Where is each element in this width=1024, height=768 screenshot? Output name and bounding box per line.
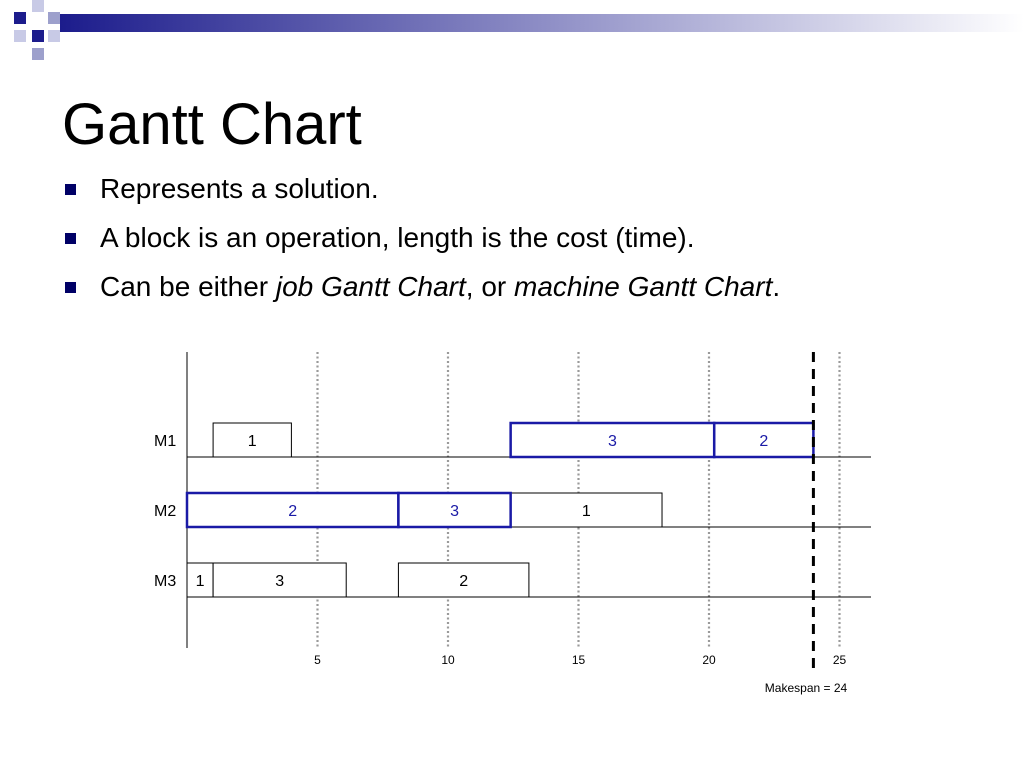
- bullet-text-italic: machine Gantt Chart: [514, 271, 773, 302]
- slide-title: Gantt Chart: [62, 92, 362, 157]
- operation-label: 2: [459, 573, 469, 590]
- operation-label: 3: [450, 503, 459, 520]
- operation-label: 1: [195, 573, 205, 590]
- x-tick-label: 25: [832, 653, 847, 667]
- operation-label: 1: [247, 433, 257, 450]
- makespan-label: Makespan = 24: [764, 681, 848, 695]
- bullet-text: Represents a solution.: [100, 173, 379, 204]
- bullet-text-italic: job Gantt Chart: [275, 271, 466, 302]
- machine-label: M2: [154, 503, 177, 520]
- machine-label: M3: [154, 573, 177, 590]
- operation-label: 1: [581, 503, 591, 520]
- x-tick-label: 15: [571, 653, 586, 667]
- operation-label: 2: [288, 503, 298, 520]
- bullet-text: , or: [465, 271, 514, 302]
- bullet-text: .: [772, 271, 781, 302]
- operation-label: 3: [607, 433, 617, 450]
- operation-label: 3: [275, 573, 285, 590]
- x-tick-label: 10: [441, 653, 455, 667]
- x-tick-label: 5: [314, 653, 321, 667]
- operation-label: 2: [759, 433, 769, 450]
- x-tick-label: 20: [702, 653, 716, 667]
- bullet-text: Can be either: [100, 271, 276, 302]
- bullet-text: A block is an operation, length is the cost (time).: [100, 222, 695, 253]
- machine-label: M1: [154, 433, 177, 450]
